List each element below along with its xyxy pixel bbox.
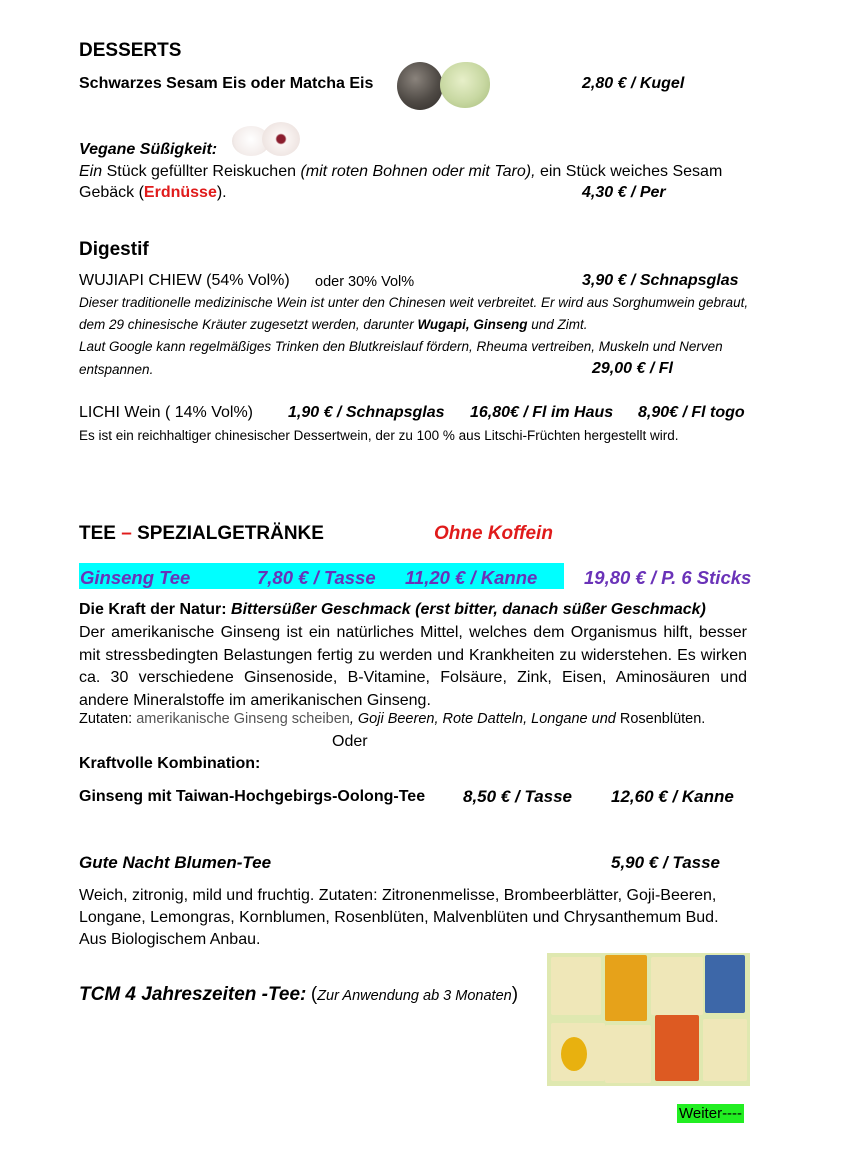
lichi-price-glass: 1,90 € / Schnapsglas [288, 404, 445, 421]
ginseng-tagline: Die Kraft der Natur: Bittersüßer Geschmack (erst bitter, danach süßer Geschmack) [79, 601, 706, 618]
ice-cream-price: 2,80 € / Kugel [582, 75, 685, 92]
ice-cream-name: Schwarzes Sesam Eis oder Matcha Eis [79, 75, 374, 92]
gute-nacht-desc-line3: Aus Biologischem Anbau. [79, 931, 261, 948]
ginseng-ingredients: Zutaten: amerikanische Ginseng scheiben, Goji Beeren, Rote Datteln, Longane und Rosenblüten. [79, 711, 706, 727]
wujiapi-alt: oder 30% Vol% [315, 274, 415, 290]
ginseng-price-cup: 7,80 € / Tasse [257, 567, 376, 588]
lichi-desc: Es ist ein reichhaltiger chinesischer Dessertwein, der zu 100 % aus Litschi-Früchten hergestellt wird. [79, 428, 679, 443]
ginseng-tea-name: Ginseng Tee [80, 567, 191, 588]
sesame-ice-cream-image [397, 62, 443, 110]
or-label: Oder [332, 733, 368, 750]
gute-nacht-desc-line2: Longane, Lemongras, Kornblumen, Rosenblüten, Malvenblüten und Chrysanthemum Bud. [79, 909, 719, 926]
vegan-price: 4,30 € / Per [582, 184, 666, 201]
combo-name: Ginseng mit Taiwan-Hochgebirgs-Oolong-Tee [79, 788, 426, 805]
ginseng-desc: Der amerikanische Ginseng ist ein natürliches Mittel, welches dem Organismus hilft, besser mit stressbedingten Belastungen fertig zu werden und Krankheiten zu widerstehen. Es wirken ca. 30 verschiedene Ginsenoside, B-Vitamine, Folsäure, Zink, Eisen, Aminosäuren und andere Mineralstoffe im amerikanischen Ginseng. [79, 624, 747, 709]
wujiapi-desc-line1: Dieser traditionelle medizinische Wein ist unter den Chinesen weit verbreitet. Er wird aus Sorghumwein gebraut, [79, 295, 749, 310]
matcha-ice-cream-image [440, 62, 490, 108]
vegan-desc-line2: Gebäck (Erdnüsse). [79, 184, 227, 201]
weiter-link[interactable]: Weiter---- [679, 1105, 743, 1122]
allergen-label: Erdnüsse [143, 184, 217, 201]
wujiapi-desc-line4: entspannen. [79, 362, 154, 377]
combo-price-cup: 8,50 € / Tasse [463, 787, 573, 806]
gute-nacht-price: 5,90 € / Tasse [611, 853, 721, 872]
combo-price-pot: 12,60 € / Kanne [611, 787, 734, 806]
gute-nacht-desc-line1: Weich, zitronig, mild und fruchtig. Zutaten: Zitronenmelisse, Brombeerblätter, Goji-Beeren, [79, 887, 717, 904]
wujiapi-desc-line2: dem 29 chinesische Kräuter zugesetzt werden, darunter Wugapi, Ginseng und Zimt. [79, 317, 588, 332]
tcm-tea-image [547, 953, 750, 1086]
vegan-title: Vegane Süßigkeit: [79, 141, 218, 158]
vegan-desc-line1: Ein Stück gefüllter Reiskuchen (mit roten Bohnen oder mit Taro), ein Stück weiches Sesam [79, 163, 723, 180]
tea-heading: TEE – SPEZIALGETRÄNKE [79, 523, 324, 544]
lichi-name: LICHI Wein ( 14% Vol%) [79, 404, 253, 421]
no-caffeine-label: Ohne Koffein [434, 523, 553, 544]
lichi-price-house: 16,80€ / Fl im Haus [470, 404, 614, 421]
lichi-price-togo: 8,90€ / Fl togo [638, 404, 745, 421]
gute-nacht-name: Gute Nacht Blumen-Tee [79, 853, 272, 872]
tcm-title: TCM 4 Jahreszeiten -Tee: (Zur Anwendung ab 3 Monaten) [79, 984, 519, 1005]
ginseng-price-pot: 11,20 € / Kanne [405, 567, 538, 588]
wujiapi-name: WUJIAPI CHIEW (54% Vol%) [79, 272, 290, 289]
ginseng-price-sticks: 19,80 € / P. 6 Sticks [584, 567, 752, 588]
desserts-heading: DESSERTS [79, 40, 182, 61]
mochi-cut-image [262, 122, 300, 156]
combo-title: Kraftvolle Kombination: [79, 755, 261, 772]
wujiapi-bottle-price: 29,00 € / Fl [592, 360, 673, 377]
digestif-heading: Digestif [79, 239, 149, 260]
wujiapi-desc-line3: Laut Google kann regelmäßiges Trinken den Blutkreislauf fördern, Rheuma vertreiben, Muskeln und Nerven [79, 339, 723, 354]
wujiapi-price: 3,90 € / Schnapsglas [582, 272, 739, 289]
